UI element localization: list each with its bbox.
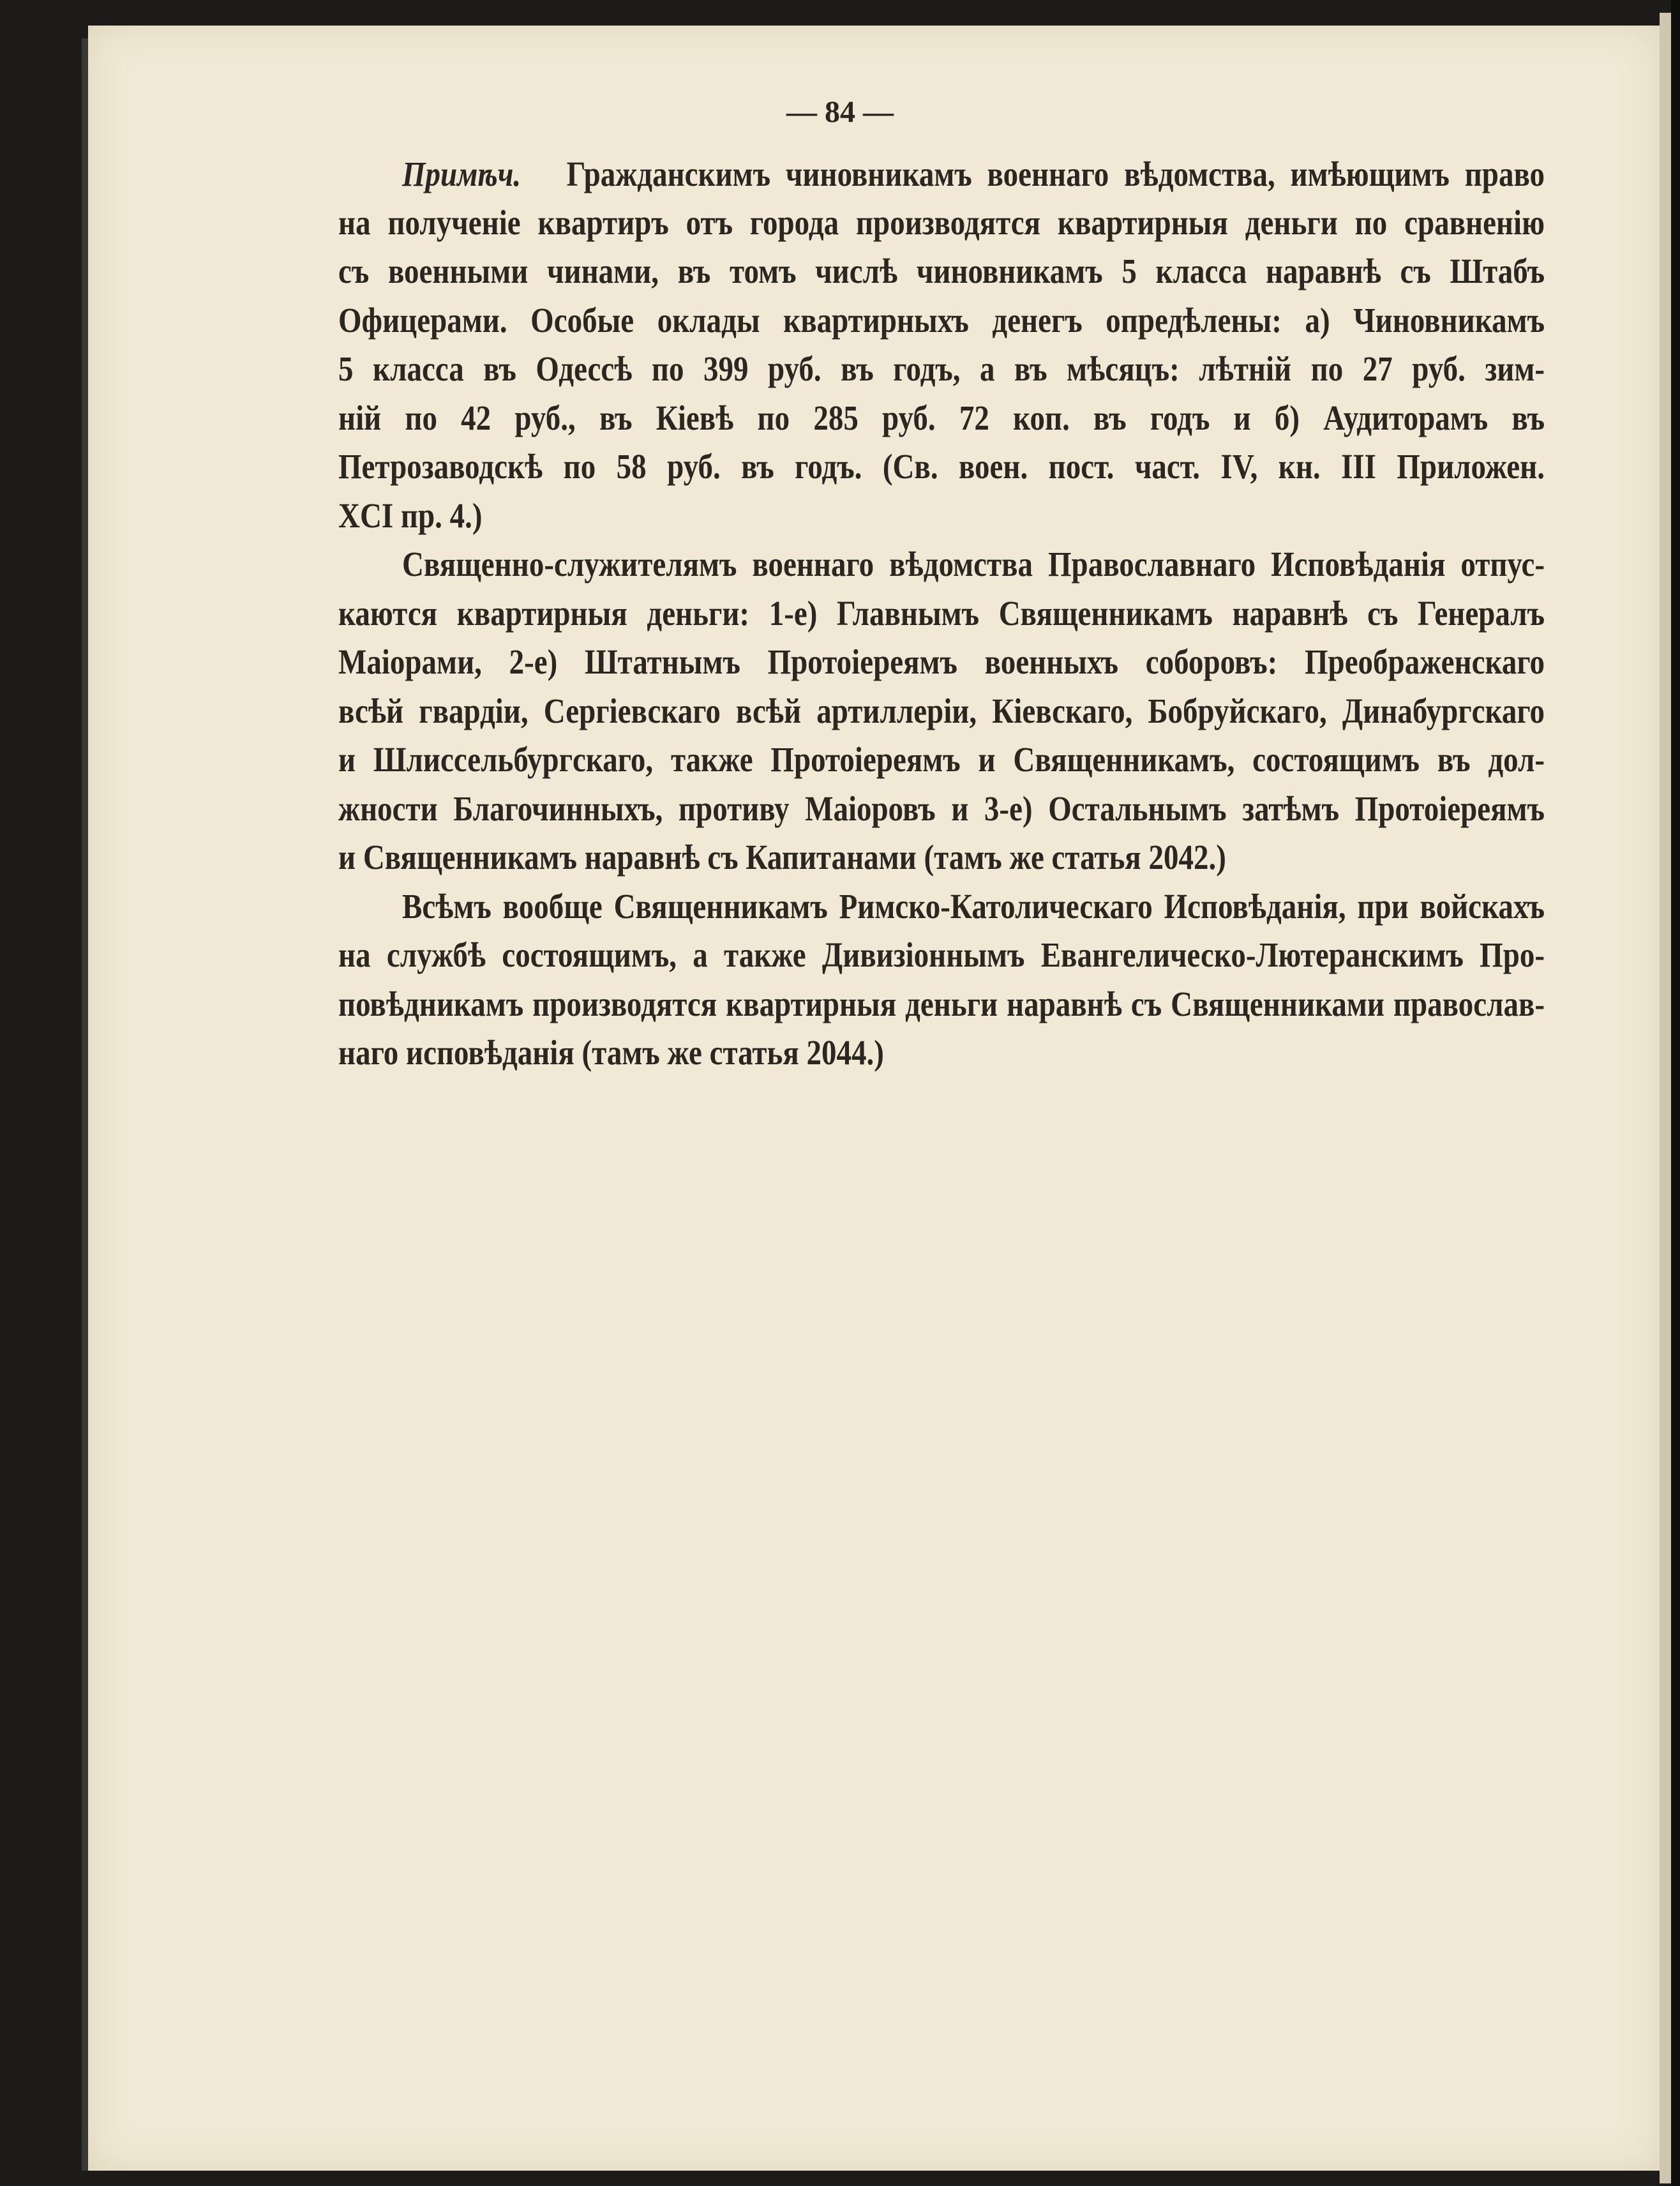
text-line: Священно-служителямъ военнаго вѣдомства Православнаго Исповѣданія отпус- <box>402 545 1545 585</box>
scan-right-border <box>1671 0 1680 2186</box>
text-line: 5 класса въ Одессѣ по 399 руб. въ годъ, а въ мѣсяцъ: лѣтній по 27 руб. зим- <box>338 349 1545 389</box>
page-number: — 84 — <box>786 95 894 129</box>
text-line: всѣй гвардіи, Сергіевскаго всѣй артиллеріи, Кіевскаго, Бобруйскаго, Динабургскаго <box>338 691 1545 732</box>
page-edge <box>1660 13 1671 2183</box>
text-line-content: Гражданскимъ чиновникамъ военнаго вѣдомства, имѣющимъ право <box>566 155 1545 195</box>
text-line: Всѣмъ вообще Священникамъ Римско-Католическаго Исповѣданія, при войскахъ <box>402 887 1545 927</box>
text-line: на полученіе квартиръ отъ города производятся квартирныя деньги по сравненію <box>338 203 1545 243</box>
text-line: наго исповѣданія (тамъ же статья 2044.) <box>338 1033 884 1073</box>
text-line: Петрозаводскѣ по 58 руб. въ годъ. (Св. воен. пост. част. IV, кн. III Приложен. <box>338 447 1545 487</box>
text-line: и Священникамъ наравнѣ съ Капитанами (тамъ же статья 2042.) <box>338 838 1226 878</box>
text-line: Офицерами. Особые оклады квартирныхъ денегъ опредѣлены: а) Чиновникамъ <box>338 301 1545 341</box>
text-line: на службѣ состоящимъ, а также Дивизіоннымъ Евангелическо-Лютеранскимъ Про- <box>338 935 1545 976</box>
scan-left-edge <box>82 38 88 2171</box>
text-line: XCI пр. 4.) <box>338 496 483 536</box>
text-line: каются квартирныя деньги: 1-е) Главнымъ Священникамъ наравнѣ съ Генералъ <box>338 594 1545 634</box>
text-line: и Шлиссельбургскаго, также Протоіереямъ и Священникамъ, состоящимъ въ дол- <box>338 740 1545 780</box>
text-line: жности Благочинныхъ, противу Маіоровъ и 3-е) Остальнымъ затѣмъ Протоіереямъ <box>338 789 1545 829</box>
text-line: съ военными чинами, въ томъ числѣ чиновникамъ 5 класса наравнѣ съ Штабъ <box>338 252 1545 292</box>
text-line <box>402 152 1545 197</box>
text-line: Маіорами, 2-е) Штатнымъ Протоіереямъ военныхъ соборовъ: Преображенскаго <box>338 642 1545 682</box>
text-line: повѣдникамъ производятся квартирныя деньги наравнѣ съ Священниками православ- <box>338 984 1545 1025</box>
text-line: ній по 42 руб., въ Кіевѣ по 285 руб. 72 коп. въ годъ и б) Аудиторамъ въ <box>338 398 1545 439</box>
note-label: Примѣч. <box>402 155 521 195</box>
